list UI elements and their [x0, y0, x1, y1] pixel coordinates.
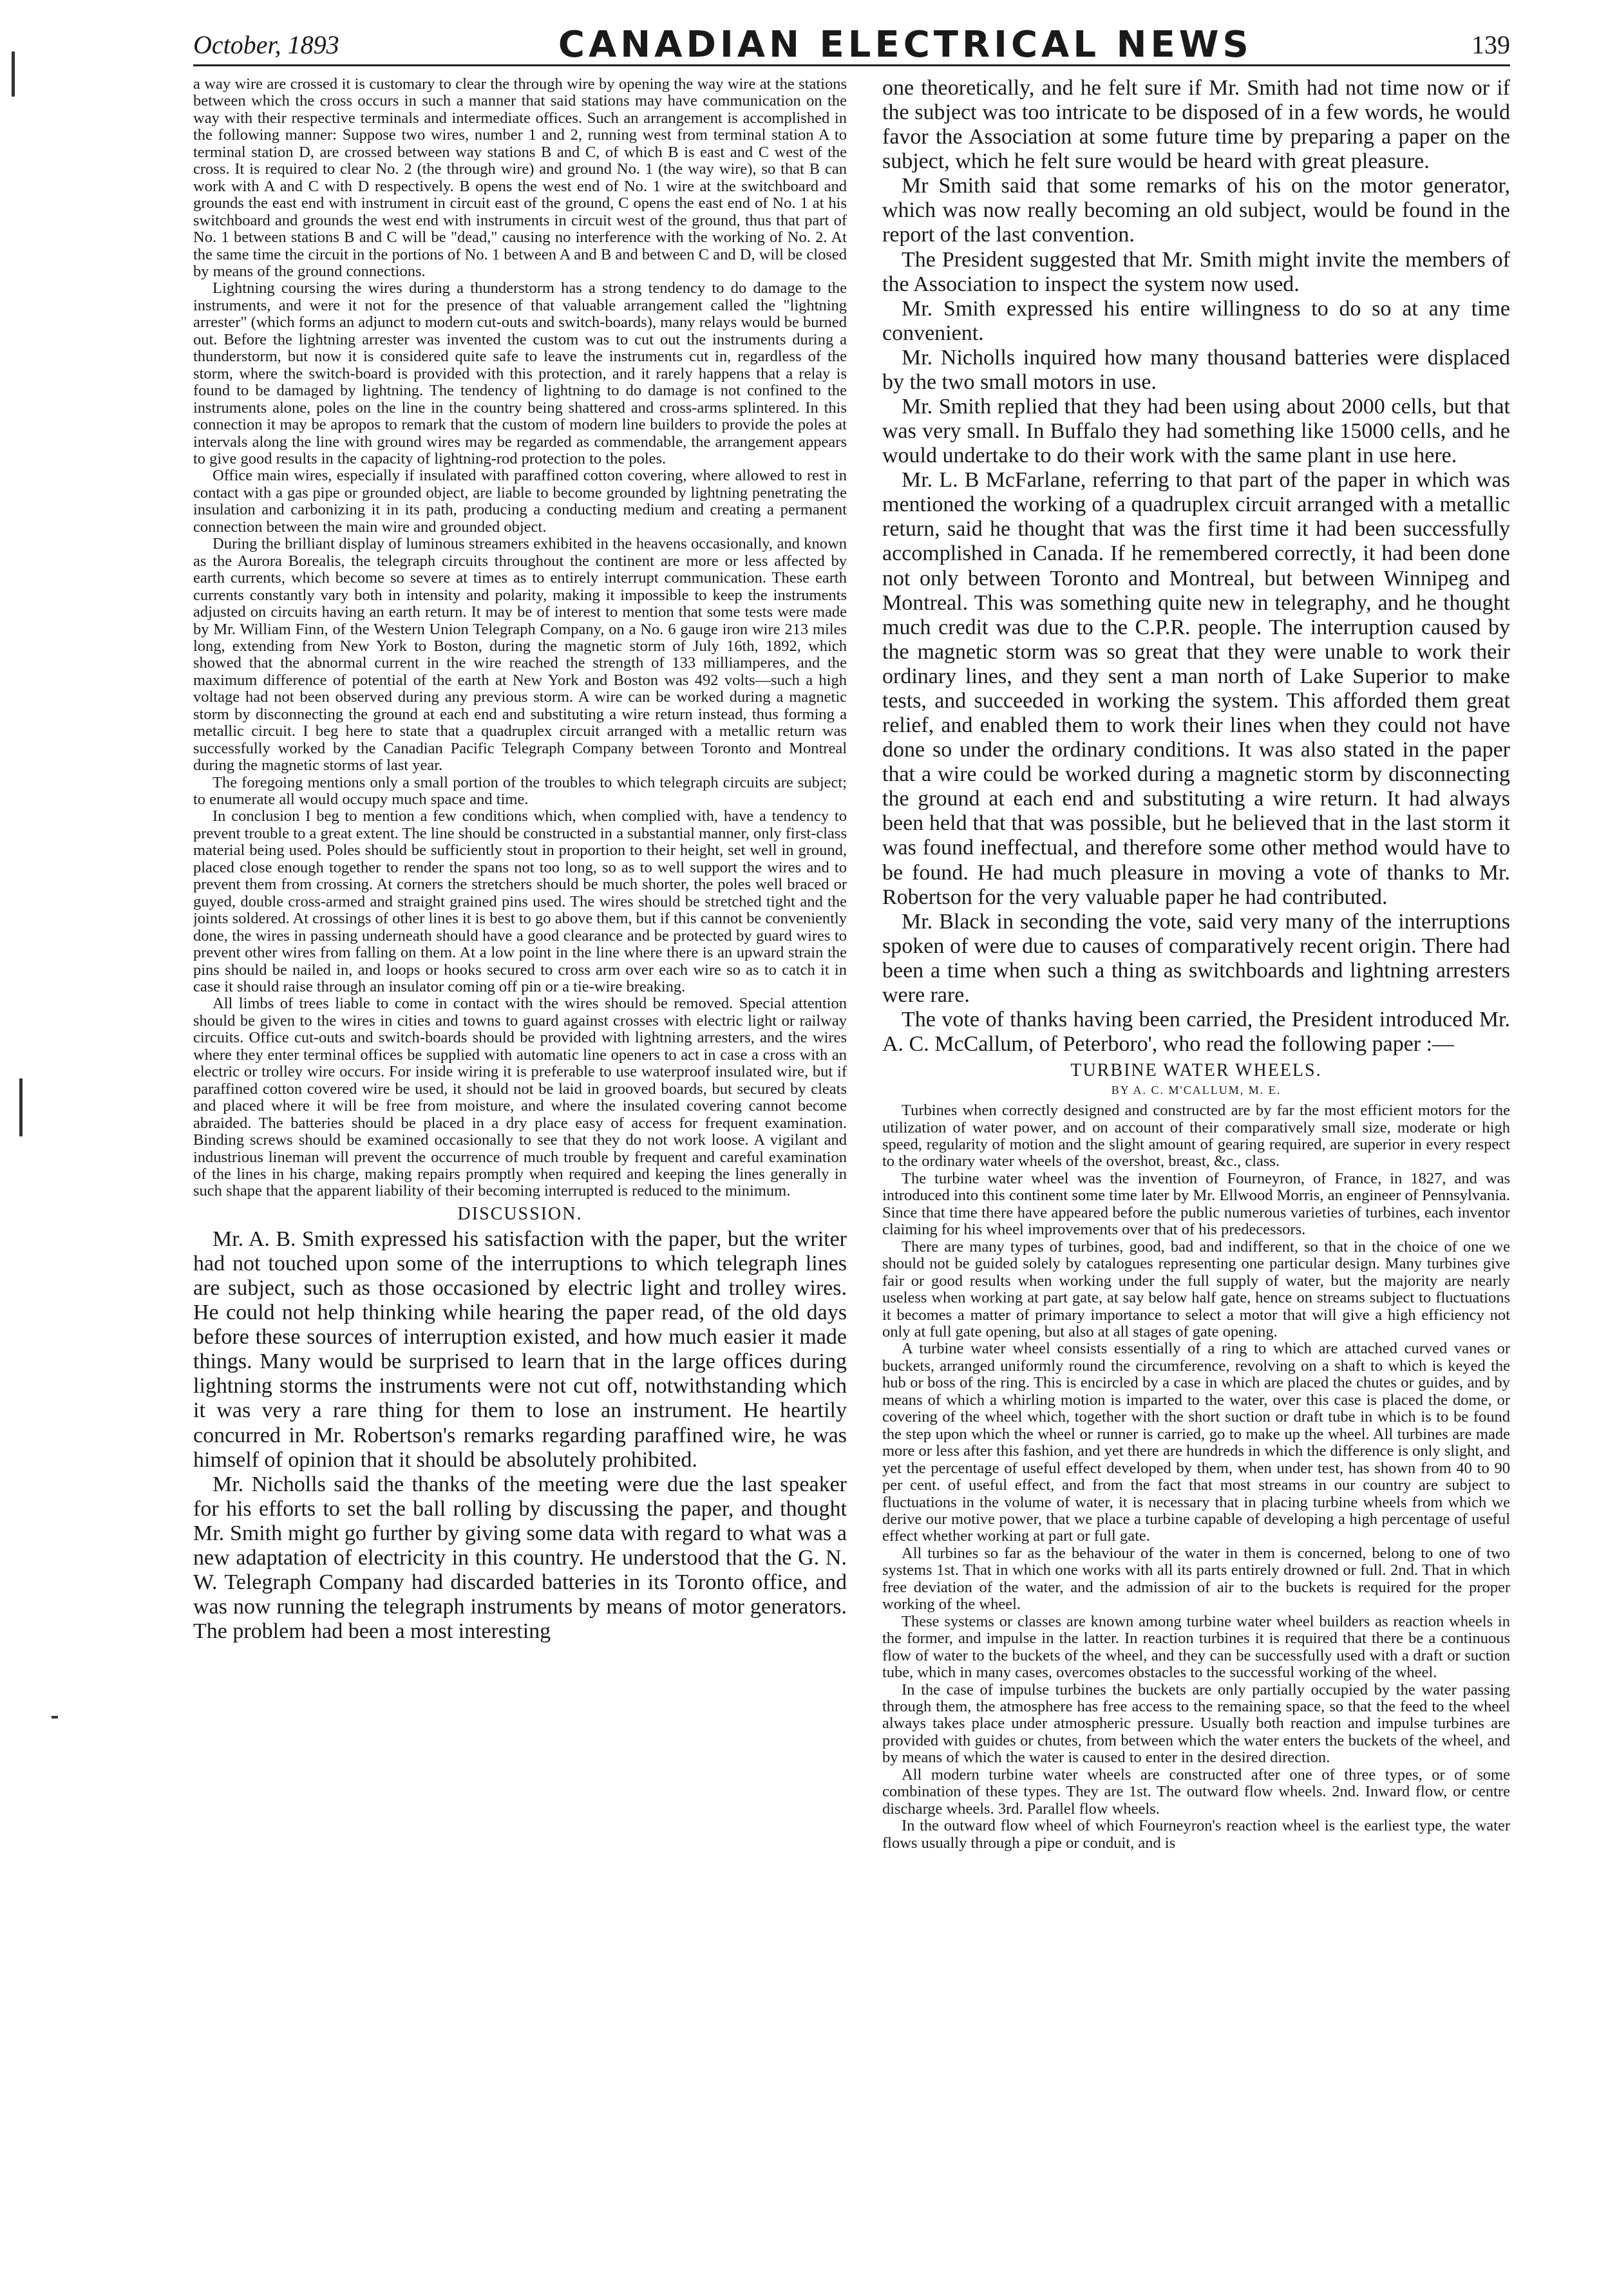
- paragraph: These systems or classes are known among turbine water wheel builders as reaction wheels in the former, and impulse in the latter. In reaction turbines it is required that there be a continuous flow of water to the buckets of the wheel, and they can be successfully used with a draft or suction tube, which in many cases, overcomes obstacles to the successful working of the wheel.: [882, 1612, 1510, 1682]
- paragraph: one theoretically, and he felt sure if Mr. Smith had not time now or if the subject was too intricate to be disposed of in a few words, he would favor the Association at some future time by preparing a paper on the subject, which he felt sure would be heard with great pleasure.: [882, 76, 1510, 174]
- publication-title: CANADIAN ELECTRICAL NEWS: [558, 23, 1253, 66]
- paragraph: Mr. L. B McFarlane, referring to that part of the paper in which was mentioned the working of a quadruplex circuit arranged with a metallic return, said he thought that was the first time it had been successfully accomplished in Canada. If he remembered correctly, it had been done not only between Toronto and Montreal, but between Winnipeg and Montreal. This was something quite new in telegraphy, and he thought much credit was due to the C.P.R. people. The interruption caused by the magnetic storm was so great that they were unable to work their ordinary lines, and they sent a man north of Lake Superior to make tests, and succeeded in working the system. This afforded them great relief, and enabled them to work their lines when they could not have done so under the ordinary conditions. It was also stated in the paper that a wire could be worked during a magnetic storm by disconnecting the ground at each end and substituting a wire return. It had always been held that that was possible, but he believed that in the last storm it was found ineffectual, and therefore some other method would have to be found. He had much pleasure in moving a vote of thanks to Mr. Robertson for the very valuable paper he had contributed.: [882, 468, 1510, 909]
- paragraph: Mr. Nicholls said the thanks of the meeting were due the last speaker for his efforts to set the ball rolling by discussing the paper, and thought Mr. Smith might go further by giving some data with regard to what was a new adaptation of electricity in this country. He understood that the G. N. W. Telegraph Company had discarded batteries in its Toronto office, and was now running the telegraph instruments by means of motor generators. The problem had been a most interesting: [193, 1472, 847, 1644]
- paragraph: Office main wires, especially if insulated with paraffined cotton covering, where allowed to rest in contact with a gas pipe or grounded object, are liable to become grounded by lightning penetrating the insulation and carbonizing it in its path, producing a conducting medium and creating a permanent connection between the main wire and grounded object.: [193, 467, 847, 536]
- discussion-left: [193, 1227, 847, 1644]
- paragraph: Mr. Smith replied that they had been using about 2000 cells, but that was very small. In Buffalo they had something like 15000 cells, and he would undertake to do their work with the same plant in use here.: [882, 395, 1510, 468]
- discussion-heading: DISCUSSION.: [457, 1203, 583, 1224]
- left-column: [193, 76, 847, 2278]
- paragraph: Mr. A. B. Smith expressed his satisfaction with the paper, but the writer had not touched upon some of the interruptions to which telegraph lines are subject, such as those occasioned by electric light and trolley wires. He could not help thinking while hearing the paper read, of the old days before these sources of interruption existed, and how much easier it made things. Many would be surprised to learn that in the large offices during lightning storms the instruments were not cut off, notwithstanding which it was very a rare thing for them to lose an instrument. He heartily concurred in Mr. Robertson's remarks regarding paraffined wire, he was himself of opinion that it should be absolutely prohibited.: [193, 1227, 847, 1472]
- paragraph: All modern turbine water wheels are constructed after one of three types, or of some combination of these types. They are 1st. The outward flow wheels. 2nd. Inward flow, or centre discharge wheels. 3rd. Parallel flow wheels.: [882, 1765, 1510, 1818]
- margin-mark: [52, 1716, 58, 1718]
- paragraph: The President suggested that Mr. Smith might invite the members of the Association to inspect the system now used.: [882, 247, 1510, 296]
- paragraph: A turbine water wheel consists essentially of a ring to which are attached curved vanes or buckets, arranged uniformly round the circumference, revolving on a shaft to which is keyed the hub or boss of the ring. This is encircled by a case in which are placed the chutes or guides, and by means of which a whirling motion is imparted to the water, over this case is placed the dome, or covering of the wheel which, together with the short suction or draft tube in which is to be found the step upon which the wheel or runner is carried, go to make up the wheel. All turbines are made more or less after this fashion, and yet there are hundreds in which the difference is only slight, and yet the percentage of useful effect developed by them, when under test, has shown from 40 to 90 per cent. of useful effect, and from the fact that most streams in our country are subject to fluctuations in the volume of water, it is necessary that in placing turbine wheels from which we derive our motive power, that we place a turbine capable of developing a high percentage of useful effect whether working at part or full gate.: [882, 1340, 1510, 1545]
- paragraph: The turbine water wheel was the invention of Fourneyron, of France, in 1827, and was introduced into this continent some time later by Mr. Ellwood Morris, an engineer of Pennsylvania. Since that time there have appeared before the public numerous varieties of turbines, each inventor claiming for his wheel improvements over that of his predecessors.: [882, 1169, 1510, 1239]
- margin-mark: [12, 52, 15, 97]
- paragraph: During the brilliant display of luminous streamers exhibited in the heavens occasionally, and known as the Aurora Borealis, the telegraph circuits throughout the continent are more or less affected by earth currents, which become so severe at times as to entirely interrupt communication. These earth currents constantly vary both in intensity and polarity, making it impossible to keep the instruments adjusted on circuits having an earth return. It may be of interest to mention that some tests were made by Mr. William Finn, of the Western Union Telegraph Company, on a No. 6 gauge iron wire 213 miles long, extending from New York to Boston, during the magnetic storm of July 16th, 1892, which showed that the abnormal current in the wire reached the strength of 133 milliamperes, and the maximum difference of potential of the earth at New York and Boston was 492 volts—such a high voltage had not been observed during any previous storm. A wire can be worked during a magnetic storm by disconnecting the ground at each end and substituting a wire return instead, thus forming a metallic circuit. I beg here to state that a quadruplex circuit arranged with a metallic return was successfully worked by the Canadian Pacific Telegraph Company between Toronto and Montreal during the magnetic storms of last year.: [193, 535, 847, 775]
- article-byline: BY A. C. M'CALLUM, M. E.: [1111, 1084, 1282, 1097]
- paragraph: In the case of impulse turbines the buckets are only partially occupied by the water passing through them, the atmosphere has free access to the remaining space, so that the feed to the wheel always takes place under atmospheric pressure. Usually both reaction and impulse turbines are provided with guides or chutes, from between which the water enters the buckets of the wheel, and by means of which the water is caused to enter in the desired direction.: [882, 1680, 1510, 1767]
- margin-mark: [19, 1078, 23, 1136]
- article-heading: TURBINE WATER WHEELS.: [1070, 1060, 1322, 1081]
- paper-continuation: [193, 76, 847, 1200]
- turbine-article: [882, 1102, 1510, 1852]
- paragraph: In the outward flow wheel of which Fourneyron's reaction wheel is the earliest type, the water flows usually through a pipe or conduit, and is: [882, 1817, 1510, 1852]
- paragraph: Mr Smith said that some remarks of his on the motor generator, which was now really becoming an old subject, would be found in the report of the last convention.: [882, 174, 1510, 247]
- paragraph: Mr. Black in seconding the vote, said very many of the interruptions spoken of were due to causes of comparatively recent origin. There had been a time when such a thing as switchboards and lightning arresters were rare.: [882, 909, 1510, 1007]
- page-number: 139: [1471, 30, 1510, 59]
- paragraph: Mr. Smith expressed his entire willingness to do so at any time convenient.: [882, 296, 1510, 345]
- paragraph: a way wire are crossed it is customary to clear the through wire by opening the way wire at the stations between which the cross occurs in such a manner that said stations may have communication on the way with their respective terminals and intermediate offices. Such an arrangement is accomplished in the following manner: Suppose two wires, number 1 and 2, running west from terminal station A to terminal station D, are crossed between way stations B and C, of which B is east and C west of the cross. It is required to clear No. 2 (the through wire) and ground No. 1 (the way wire), so that B can work with A and C with D respectively. B opens the west end of No. 1 wire at the switchboard and grounds the east end with instrument in circuit east of the ground, C opens the east end of No. 1 at his switchboard and grounds the west end with instruments in circuit west of the ground, thus that part of No. 1 between stations B and C will be "dead," causing no interference with the working of No. 2. At the same time the circuit in the portions of No. 1 between A and B and between C and D, will be closed by means of the ground connections.: [193, 76, 847, 280]
- paragraph: In conclusion I beg to mention a few conditions which, when complied with, have a tendency to prevent trouble to a great extent. The line should be constructed in a substantial manner, only first-class material being used. Poles should be sufficiently stout in proportion to their height, set well in ground, placed close enough together to render the spans not too long, so as to well support the wires and to prevent them from crossing. At corners the stretchers should be much shorter, the poles well braced or guyed, double cross-armed and straight grained pins used. The wires should be stretched tight and the joints soldered. At crossings of other lines it is best to go above them, but if this cannot be conveniently done, the wires in passing underneath should have a good clearance and be protected by guard wires to prevent other wires from falling on them. At a low point in the line where there is an upward strain the pins should be nailed in, and loops or hooks secured to cross arm over each wire so as to catch it in case it should raise through an insulator coming off pin or a tie-wire breaking.: [193, 807, 847, 996]
- paragraph: Mr. Nicholls inquired how many thousand batteries were displaced by the two small motors in use.: [882, 345, 1510, 394]
- paragraph: The vote of thanks having been carried, the President introduced Mr. A. C. McCallum, of Peterboro', who read the following paper :—: [882, 1007, 1510, 1057]
- paragraph: Lightning coursing the wires during a thunderstorm has a strong tendency to do damage to the instruments, and were it not for the presence of that valuable arrangement called the "lightning arrester" (which forms an adjunct to modern cut-outs and switch-boards), many relays would be burned out. Before the lightning arrester was invented the custom was to cut out the instruments during a thunderstorm, but now it is considered quite safe to leave the instruments cut in, regardless of the storm, where the switch-board is provided with this protection, and it rarely happens that a relay is found to be damaged by lightning. The tendency of lightning to do damage is not confined to the instruments alone, poles on the line in the country being shattered and cross-arms splintered. In this connection it may be apropos to remark that the custom of modern line builders to provide the poles at intervals along the line with ground wires may be regarded as commendable, the arrangement appears to give good results in the capacity of lightning-rod protection to the poles.: [193, 279, 847, 467]
- discussion-right: [882, 76, 1510, 1057]
- paragraph: All turbines so far as the behaviour of the water in them is concerned, belong to one of two systems 1st. That in which one works with all its parts entirely drowned or full. 2nd. That in which free deviation of the water, and the admission of air to the buckets is required for the proper working of the wheel.: [882, 1544, 1510, 1614]
- paragraph: Turbines when correctly designed and constructed are by far the most efficient motors for the utilization of water power, and on account of their comparatively small size, moderate or high speed, regularity of motion and the slight amount of gearing required, are superior in every respect to the ordinary water wheels of the overshot, breast, &c., class.: [882, 1102, 1510, 1171]
- paragraph: There are many types of turbines, good, bad and indifferent, so that in the choice of one we should not be guided solely by catalogues representing one particular design. Many turbines give fair or good results when working under the full supply of water, but the majority are nearly useless when working at part gate, at say below half gate, hence on streams subject to fluctuations it becomes a matter of primary importance to select a motor that will give a high efficiency not only at full gate opening, but also at all stages of gate opening.: [882, 1237, 1510, 1341]
- paragraph: The foregoing mentions only a small portion of the troubles to which telegraph circuits are subject; to enumerate all would occupy much space and time.: [193, 773, 847, 809]
- paragraph: All limbs of trees liable to come in contact with the wires should be removed. Special attention should be given to the wires in cities and towns to guard against crosses with electric light or railway circuits. Office cut-outs and switch-boards should be provided with lightning arresters, and the wires where they enter terminal offices be supplied with automatic line openers to act in case a cross with an electric or trolley wire occurs. For inside wiring it is preferable to use waterproof insulated wire, but if paraffined cotton covered wire be used, it should not be laid in grooved boards, but secured by cleats and placed where it will be free from moisture, and where the insulated covering cannot become abraided. The batteries should be placed in a dry place easy of access for frequent examination. Binding screws should be examined occasionally to see that they do not work loose. A vigilant and industrious lineman will prevent the occurrence of much trouble by frequent and careful examination of the lines in his charge, making repairs promptly when required and keeping the lines generally in such shape that the apparent liability of their becoming interrupted is reduced to the minimum.: [193, 995, 847, 1200]
- issue-date: October, 1893: [193, 30, 339, 59]
- page-header: [193, 24, 1510, 66]
- right-column: [882, 76, 1510, 2278]
